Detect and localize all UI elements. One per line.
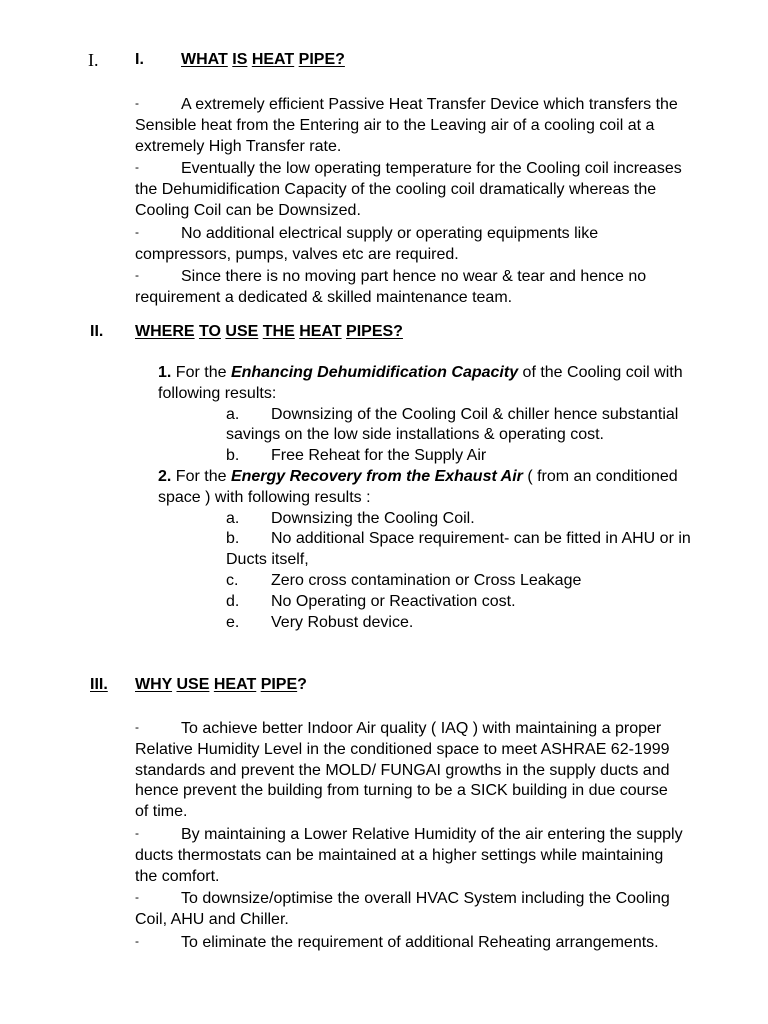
sub-item-label: b. [226, 447, 240, 465]
bullet-text: To downsize/optimise the overall HVAC System including the Cooling Coil, AHU and Chiller. [135, 890, 670, 929]
dash-marker: - [135, 160, 139, 175]
sub-item-label: e. [226, 613, 240, 631]
sub-item-text: Downsizing the Cooling Coil. [271, 509, 475, 527]
bullet-item [135, 717, 685, 823]
bullet-item [135, 222, 695, 266]
point-pre: For the [175, 364, 231, 381]
heading-word: WHY [135, 676, 173, 693]
heading-word: IS [232, 51, 248, 68]
bullet-item [135, 823, 685, 887]
point-pre: For the [175, 467, 231, 485]
sub-item-label: c. [226, 571, 239, 589]
bullet-item [135, 157, 695, 221]
section-2-number: II. [90, 323, 104, 340]
dash-marker: - [135, 933, 139, 948]
sub-item-text: Free Reheat for the Supply Air [271, 447, 487, 465]
section-3-heading [135, 676, 307, 694]
heading-word: PIPES? [346, 323, 403, 340]
bullet-text: By maintaining a Lower Relative Humidity of the air entering the supply ducts thermostats can be maintained at a higher settings while maintaining the comfort. [135, 825, 683, 885]
bullet-text: A extremely efficient Passive Heat Transfer Device which transfers the Sensible heat from the Entering air to the Leaving air of a cooling coil at a extremely High Transfer rate. [135, 96, 678, 155]
dash-marker: - [135, 720, 139, 734]
dash-marker: - [135, 96, 139, 110]
dash-marker: - [135, 890, 139, 905]
bullet-item [135, 265, 695, 309]
sub-item [158, 446, 698, 467]
bullet-item [135, 93, 695, 157]
heading-word: USE [225, 323, 259, 340]
point-2 [158, 467, 698, 509]
section-1-number: I. [135, 51, 144, 68]
sub-item-label: a. [226, 405, 240, 423]
dash-marker: - [135, 268, 139, 283]
bullet-item [135, 887, 685, 931]
sub-item [158, 509, 698, 530]
sub-item-text: No Operating or Reactivation cost. [271, 592, 516, 610]
heading-word: USE [176, 676, 210, 693]
heading-word: WHAT [181, 51, 228, 68]
section-3-number: III. [90, 676, 108, 693]
heading-word: HEAT [299, 323, 342, 340]
heading-word: WHERE [135, 323, 195, 340]
sub-item [158, 613, 698, 634]
section-2-heading [135, 323, 403, 341]
section-2-points [158, 363, 698, 633]
sub-item-text: Downsizing of the Cooling Coil & chiller hence substantial savings on the low side installations & operating cost. [226, 405, 679, 444]
sub-item-label: a. [226, 509, 240, 527]
heading-word: HEAT [213, 676, 257, 693]
heading-word: TO [199, 323, 221, 340]
point-number: 2. [158, 467, 172, 485]
sub-item-text: Zero cross contamination or Cross Leakage [271, 571, 582, 589]
bullet-item [135, 931, 685, 954]
section-1-heading [181, 51, 345, 69]
sub-item [158, 529, 698, 571]
sub-item-text: Very Robust device. [271, 613, 414, 631]
heading-word: HEAT [251, 51, 295, 68]
sub-item [158, 592, 698, 613]
bullet-text: To achieve better Indoor Air quality ( IAQ ) with maintaining a proper Relative Humidity Level in the conditioned space to meet ASHRAE 62-1999 standards and prevent the MOLD/ FUNGAI growths in the supply ducts and hence prevent the building from turning to be a SICK building in due course of time. [135, 720, 670, 821]
heading-word: ? [297, 676, 307, 693]
dash-marker: - [135, 825, 139, 840]
section-3-bullets [135, 717, 685, 954]
point-post: ( from an conditioned space ) with following results : [158, 467, 678, 506]
sub-item-label: d. [226, 592, 240, 610]
point-number: 1. [158, 364, 172, 381]
bullet-text: Since there is no moving part hence no wear & tear and hence no requirement a dedicated & skilled maintenance team. [135, 268, 647, 307]
heading-word: PIPE? [298, 51, 345, 68]
bullet-text: Eventually the low operating temperature for the Cooling coil increases the Dehumidification Capacity of the cooling coil dramatically whereas the Cooling Coil can be Downsized. [135, 160, 682, 219]
sub-item [158, 405, 698, 447]
sub-item-text: No additional Space requirement- can be fitted in AHU or in Ducts itself, [226, 530, 691, 569]
heading-word: PIPE [260, 676, 298, 693]
point-emphasis: Enhancing Dehumidification Capacity [230, 364, 519, 381]
point-post: of the Cooling coil with following results: [158, 364, 683, 402]
point-1 [158, 363, 698, 405]
heading-word: THE [262, 323, 295, 340]
bullet-text: No additional electrical supply or operating equipments like compressors, pumps, valves etc are required. [135, 224, 599, 263]
roman-numeral-prefix: I. [88, 50, 99, 70]
section-1-bullets [135, 93, 695, 309]
sub-item [158, 571, 698, 592]
bullet-text: To eliminate the requirement of additional Reheating arrangements. [181, 933, 659, 951]
point-emphasis: Energy Recovery from the Exhaust Air [230, 467, 523, 485]
dash-marker: - [135, 224, 139, 239]
sub-item-label: b. [226, 530, 240, 548]
